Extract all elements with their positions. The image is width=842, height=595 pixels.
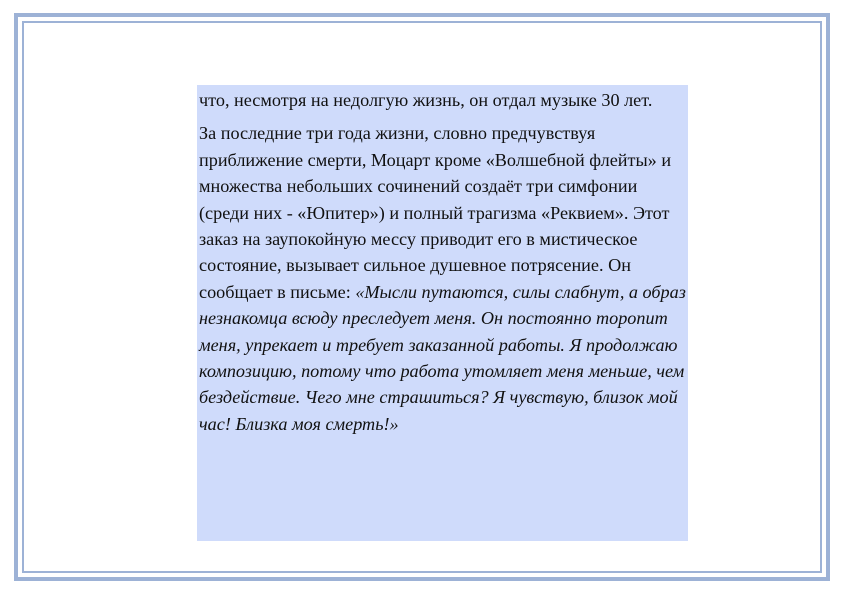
paragraph-1: что, несмотря на недолгую жизнь, он отдал музыке 30 лет.	[199, 90, 653, 110]
mozart-letter-quote: «Мысли путаются, силы слабнут, а образ незнакомца всюду преследует меня. Он постоянно торопит меня, упрекает и требует заказанной работы. Я продолжаю композицию, потому что работа утомляет меня меньше, чем бездействие. Чего мне страшиться? Я чувствую, близок мой час! Близка моя смерть!»	[199, 281, 686, 434]
paragraph-2-intro: За последние три года жизни, словно предчувствуя приближение смерти, Моцарт кроме «Волшебной флейты» и множества небольших сочинений создаёт три симфонии (среди них - «Юпитер») и полный трагизма «Реквием». Этот заказ на заупокойную мессу приводит его в мистическое состояние, вызывает сильное душевное потрясение. Он сообщает в письме:	[199, 123, 672, 302]
paragraph-2	[199, 120, 686, 437]
text-box	[197, 85, 688, 541]
